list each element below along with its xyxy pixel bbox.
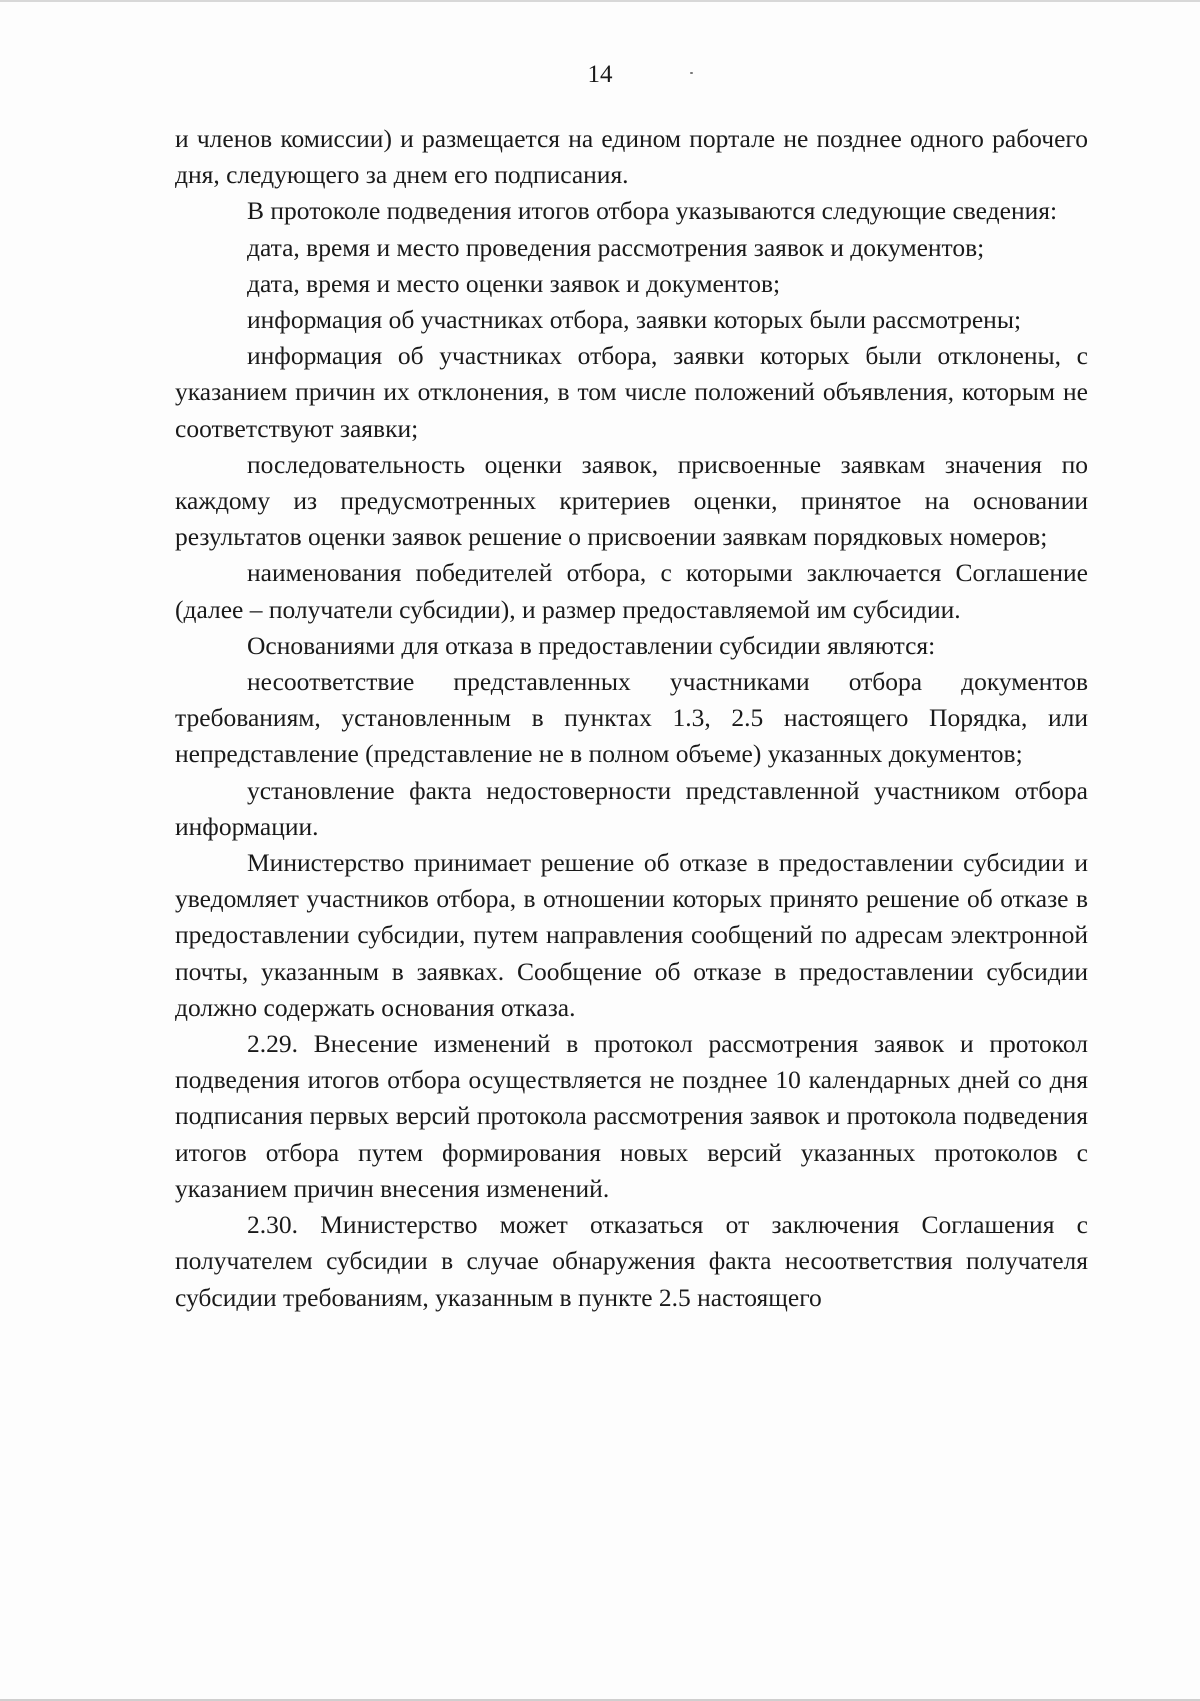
scan-edge-top <box>0 0 1200 2</box>
page-number: 14 <box>587 61 613 88</box>
paragraph-clause-2-30: 2.30. Министерство может отказаться от заключения Соглашения с получателем субсидии в случае обнаружения факта несоответствия получателя субсидии требованиям, указанным в пункте 2.5 настоящего <box>175 1210 1088 1312</box>
list-item-evaluation-sequence: последовательность оценки заявок, присвоенные заявкам значения по каждому из предусмотренных критериев оценки, принятое на основании результатов оценки заявок решение о присвоении заявкам порядковых номеров; <box>175 449 1088 552</box>
list-item-rejected-participants: информация об участниках отбора, заявки которых были отклонены, с указанием причин их отклонения, в том числе положений объявления, которым не соответствуют заявки; <box>175 341 1088 443</box>
list-item-document-mismatch: несоответствие представленных участниками отбора документов требованиям, установленным в пунктах 1.3, 2.5 настоящего Порядка, или непредставление (представление не в полном объеме) указанных документов; <box>175 667 1088 769</box>
paragraph-refusal-grounds: Основаниями для отказа в предоставлении субсидии являются: <box>247 630 936 660</box>
list-item-evaluation-date: дата, время и место оценки заявок и документов; <box>247 268 781 298</box>
paragraph-continuation: и членов комиссии) и размещается на едином портале не позднее одного рабочего дня, следующего за днем его подписания. <box>175 124 1088 190</box>
list-item-review-date: дата, время и место проведения рассмотрения заявок и документов; <box>247 232 985 262</box>
paragraph-protocol-intro: В протоколе подведения итогов отбора указываются следующие сведения: <box>247 196 1058 226</box>
document-body <box>175 121 1088 1316</box>
list-item-false-information: установление факта недостоверности представленной участником отбора информации. <box>175 775 1088 841</box>
scan-speck <box>690 72 693 74</box>
list-item-winners: наименования победителей отбора, с которыми заключается Соглашение (далее – получатели субсидии), и размер предоставляемой им субсидии. <box>175 558 1088 624</box>
paragraph-clause-2-29: 2.29. Внесение изменений в протокол рассмотрения заявок и протокол подведения итогов отбора осуществляется не позднее 10 календарных дней со дня подписания первых версий протокола рассмотрения заявок и протокола подведения итогов отбора путем формирования новых версий указанных протоколов с указанием причин внесения изменений. <box>175 1029 1088 1203</box>
paragraph-ministry-notification: Министерство принимает решение об отказе в предоставлении субсидии и уведомляет участников отбора, в отношении которых принято решение об отказе в предоставлении субсидии, путем направления сообщений по адресам электронной почты, указанным в заявках. Сообщение об отказе в предоставлении субсидии должно содержать основания отказа. <box>175 848 1088 1022</box>
list-item-reviewed-participants: информация об участниках отбора, заявки которых были рассмотрены; <box>247 305 1022 335</box>
